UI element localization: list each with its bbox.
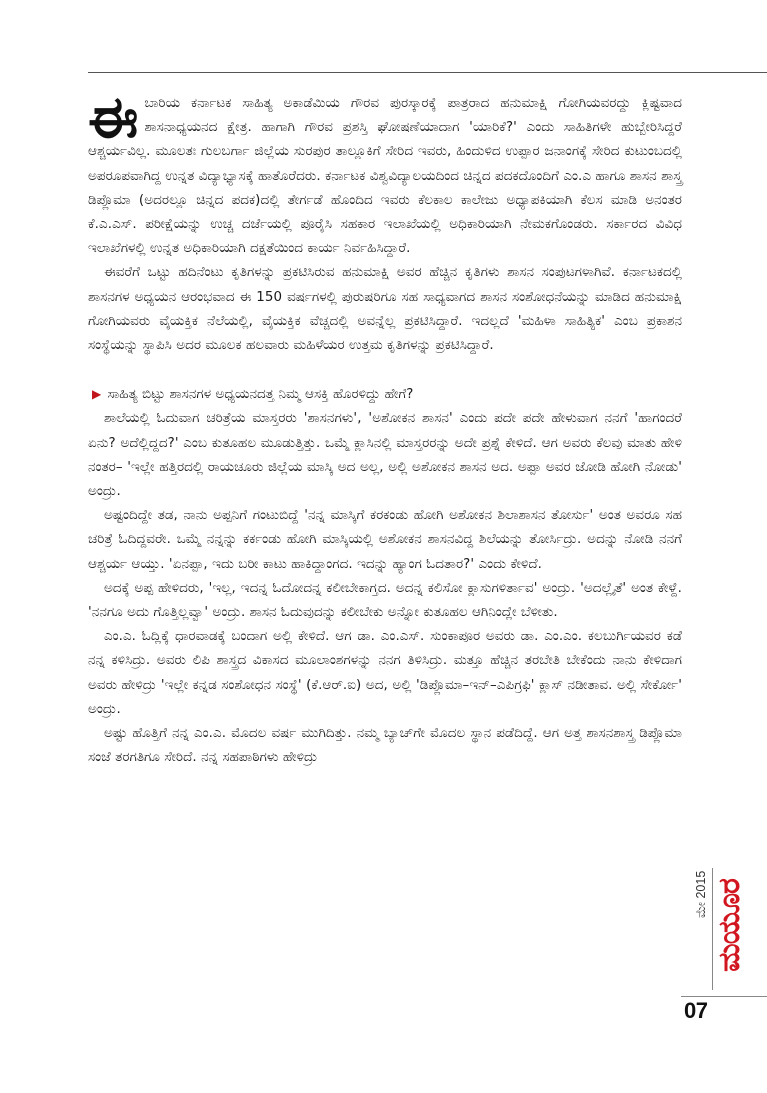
question-marker-icon: ▶ xyxy=(92,387,102,402)
answer-paragraph-5: ಅಷ್ಟು ಹೊತ್ತಿಗೆ ನನ್ನ ಎಂ.ಎ. ಮೊದಲ ವರ್ಷ ಮುಗಿದಿತ್ತು. ನಮ್ಮ ಬ್ಯಾಚ್‌ಗೇ ಮೊದಲ ಸ್ಥಾನ ಪಡೆದಿದ್ದೆ. ಆಗ ಅತ್ತ ಶಾಸನಶಾಸ್ತ್ರ ಡಿಪ್ಲೊಮಾ ಸಂಜೆ ತರಗತಿಗೂ ಸೇರಿದೆ. ನನ್ನ ಸಹಪಾಠಿಗಳು ಹೇಳಿದ್ರು xyxy=(88,726,682,766)
article-body xyxy=(88,83,682,770)
issue-date: ಮೇ 2015 xyxy=(694,870,708,918)
question-text: ಸಾಹಿತ್ಯ ಬಿಟ್ಟು ಶಾಸನಗಳ ಅಧ್ಯಯನದತ್ತ ನಿಮ್ಮ ಆಸಕ್ತಿ ಹೊರಳಿದ್ದು ಹೇಗೆ? xyxy=(107,387,414,403)
answer-paragraph-3: ಅದಕ್ಕೆ ಅಪ್ಪ ಹೇಳಿದರು, 'ಇಲ್ಲ, ಇದನ್ನ ಓದೋದನ್ನ ಕಲೀಬೇಕಾಗ್ತದ. ಅದನ್ನ ಕಲಿಸೋ ಕ್ಲಾಸುಗಳಿರ್ತಾವ' ಅಂದ್ರು. 'ಅದಲ್ಲೈತೆ' ಅಂತ ಕೇಳ್ದೆ. 'ನನಗೂ ಅದು ಗೊತ್ತಿಲ್ಲವ್ವಾ' ಅಂದ್ರು. ಶಾಸನ ಓದುವುದನ್ನು ಕಲೀಬೇಕು ಅನ್ನೋ ಕುತೂಹಲ ಆಗಿನಿಂದ್ಲೇ ಬೆಳೀತು. xyxy=(88,580,682,621)
drop-cap: ಈ xyxy=(88,83,139,151)
magazine-logo xyxy=(712,866,746,984)
magazine-name: ಮಯೂರ xyxy=(711,878,747,972)
paragraph-intro xyxy=(88,83,682,261)
interview-question xyxy=(88,382,682,407)
page-number-rule xyxy=(681,996,767,997)
page-number: 07 xyxy=(684,998,708,1023)
answer-paragraph-4: ಎಂ.ಎ. ಓದ್ಲಿಕ್ಕೆ ಧಾರವಾಡಕ್ಕೆ ಬಂದಾಗ ಅಲ್ಲಿ ಕೇಳಿದೆ. ಆಗ ಡಾ. ಎಂ.ಎಸ್. ಸುಂಕಾಪೂರ ಅವರು ಡಾ. ಎಂ.ಎಂ. ಕಲಬುರ್ಗಿಯವರ ಕಡೆ ನನ್ನ ಕಳಿಸಿದ್ರು. ಅವರು ಲಿಪಿ ಶಾಸ್ತ್ರದ ವಿಕಾಸದ ಮೂಲಾಂಶಗಳನ್ನು ನನಗ ತಿಳಿಸಿದ್ರು. ಮತ್ತೂ ಹೆಚ್ಚಿನ ತರಬೇತಿ ಬೇಕೆಂದು ನಾನು ಕೇಳಿದಾಗ ಅವರು ಹೇಳಿದ್ರು 'ಇಲ್ಲೇ ಕನ್ನಡ ಸಂಶೋಧನ ಸಂಸ್ಥೆ' (ಕೆ.ಆರ್.ಐ) ಅದ, ಅಲ್ಲಿ 'ಡಿಪ್ಲೊಮಾ–ಇನ್–ಎಪಿಗ್ರಫಿ' ಕ್ಲಾಸ್ ನಡೀತಾವ. ಅಲ್ಲಿ ಸೇರ್ಕೋ' ಅಂದ್ರು. xyxy=(88,629,682,717)
answer-paragraph-2: ಅಷ್ಟಂದಿದ್ದೇ ತಡ, ನಾನು ಅಪ್ಪನಿಗೆ ಗಂಟುಬಿದ್ದೆ 'ನನ್ನ ಮಾಸ್ಕಿಗೆ ಕರಕಂಡು ಹೋಗಿ ಅಶೋಕನ ಶಿಲಾಶಾಸನ ತೋರ್ಸು' ಅಂತ ಅವರೂ ಸಹ ಚರಿತ್ರೆ ಓದಿದ್ದವರೇ. ಒಮ್ಮೆ ನನ್ನನ್ನು ಕರ್ಕಂಡು ಹೋಗಿ ಮಾಸ್ಕಿಯಲ್ಲಿ ಅಶೋಕನ ಶಾಸನವಿದ್ದ ಶಿಲೆಯನ್ನು ತೋರ್ಸಿದ್ರು. ಅದನ್ನು ನೋಡಿ ನನಗೆ ಆಶ್ಚರ್ಯ ಆಯ್ತು. 'ಏನಪ್ಪಾ, ಇದು ಬರೀ ಕಾಟು ಹಾಕಿದ್ದಾಂಗದ. ಇದನ್ನು ಹ್ಯಾಂಗ ಓದತಾರ?' ಎಂದು ಕೇಳಿದೆ. xyxy=(88,508,682,572)
paragraph-works: ಈವರೆಗೆ ಒಟ್ಟು ಹದಿನೆಂಟು ಕೃತಿಗಳನ್ನು ಪ್ರಕಟಿಸಿರುವ ಹನುಮಾಕ್ಷಿ ಅವರ ಹೆಚ್ಚಿನ ಕೃತಿಗಳು ಶಾಸನ ಸಂಪುಟಗಳಾಗಿವೆ. ಕರ್ನಾಟಕದಲ್ಲಿ ಶಾಸನಗಳ ಅಧ್ಯಯನ ಆರಂಭವಾದ ಈ 150 ವರ್ಷಗಳಲ್ಲಿ ಪುರುಷರಿಗೂ ಸಹ ಸಾಧ್ಯವಾಗದ ಶಾಸನ ಸಂಶೋಧನೆಯನ್ನು ಮಾಡಿದ ಹನುಮಾಕ್ಷಿ ಗೋಗಿಯವರು ವೈಯಕ್ತಿಕ ನೆಲೆಯಲ್ಲಿ, ವೈಯಕ್ತಿಕ ವೆಚ್ಚದಲ್ಲಿ ಅವನ್ನೆಲ್ಲ ಪ್ರಕಟಿಸಿದ್ದಾರೆ. ಇದಲ್ಲದೆ 'ಮಹಿಳಾ ಸಾಹಿತ್ಯಿಕ' ಎಂಬ ಪ್ರಕಾಶನ ಸಂಸ್ಥೆಯನ್ನು ಸ್ಥಾಪಿಸಿ ಅದರ ಮೂಲಕ ಹಲವಾರು ಮಹಿಳೆಯರ ಉತ್ತಮ ಕೃತಿಗಳನ್ನು ಪ್ರಕಟಿಸಿದ್ದಾರೆ. xyxy=(88,265,682,354)
answer-paragraph-1: ಶಾಲೆಯಲ್ಲಿ ಓದುವಾಗ ಚರಿತ್ರೆಯ ಮಾಸ್ತರರು 'ಶಾಸನಗಳು', 'ಅಶೋಕನ ಶಾಸನ' ಎಂದು ಪದೇ ಪದೇ ಹೇಳುವಾಗ ನನಗೆ 'ಹಾಗಂದರೆ ಏನು? ಅದೆಲ್ಲಿದ್ದದ?' ಎಂಬ ಕುತೂಹಲ ಮೂಡುತ್ತಿತ್ತು. ಒಮ್ಮೆ ಕ್ಲಾಸಿನಲ್ಲಿ ಮಾಸ್ತರರನ್ನು ಅದೇ ಪ್ರಶ್ನೆ ಕೇಳಿದೆ. ಆಗ ಅವರು ಕೆಲವು ಮಾತು ಹೇಳಿ ನಂತರ– 'ಇಲ್ಲೇ ಹತ್ತಿರದಲ್ಲಿ ರಾಯಚೂರು ಜಿಲ್ಲೆಯ ಮಾಸ್ಕಿ ಅದ ಅಲ್ಲ, ಅಲ್ಲಿ ಅಶೋಕನ ಶಾಸನ ಅದ. ಅಪ್ಪಾ ಅವರ ಜೋಡಿ ಹೋಗಿ ನೋಡು' ಅಂದ್ರು. xyxy=(88,411,682,500)
paragraph-intro-text: ಬಾರಿಯ ಕರ್ನಾಟಕ ಸಾಹಿತ್ಯ ಅಕಾಡೆಮಿಯ ಗೌರವ ಪುರಸ್ಕಾರಕ್ಕೆ ಪಾತ್ರರಾದ ಹನುಮಾಕ್ಷಿ ಗೋಗಿಯವರದ್ದು ಕ್ಲಿಷ್ಟವಾದ ಶಾಸನಾಧ್ಯಯನದ ಕ್ಷೇತ್ರ. ಹಾಗಾಗಿ ಗೌರವ ಪ್ರಶಸ್ತಿ ಘೋಷಣೆಯಾದಾಗ 'ಯಾರಿಕೆ?' ಎಂದು ಸಾಹಿತಿಗಳೇ ಹುಬ್ಬೇರಿಸಿದ್ದರೆ ಆಶ್ಚರ್ಯವಿಲ್ಲ. ಮೂಲತಃ ಗುಲಬರ್ಗಾ ಜಿಲ್ಲೆಯ ಸುರಪುರ ತಾಲ್ಲೂಕಿಗೆ ಸೇರಿದ ಇವರು, ಹಿಂದುಳಿದ ಉಪ್ಪಾರ ಜನಾಂಗಕ್ಕೆ ಸೇರಿದ ಕುಟುಂಬದಲ್ಲಿ ಅಪರೂಪವಾಗಿದ್ದ ಉನ್ನತ ವಿದ್ಯಾಭ್ಯಾಸಕ್ಕೆ ಹಾತೊರೆದರು. ಕರ್ನಾಟಕ ವಿಶ್ವವಿದ್ಯಾಲಯದಿಂದ ಚಿನ್ನದ ಪದಕದೊಂದಿಗೆ ಎಂ.ಎ ಹಾಗೂ ಶಾಸನ ಶಾಸ್ತ್ರ ಡಿಪ್ಲೊಮಾ (ಅದರಲ್ಲೂ ಚಿನ್ನದ ಪದಕ)ದಲ್ಲಿ ತೇರ್ಗಡೆ ಹೊಂದಿದ ಇವರು ಕೆಲಕಾಲ ಕಾಲೇಜು ಅಧ್ಯಾಪಕಿಯಾಗಿ ಕೆಲಸ ಮಾಡಿ ಅನಂತರ ಕೆ.ಎ.ಎಸ್. ಪರೀಕ್ಷೆಯನ್ನು ಉಚ್ಚ ದರ್ಜೆಯಲ್ಲಿ ಪೂರೈಸಿ ಸಹಕಾರ ಇಲಾಖೆಯಲ್ಲಿ ಅಧಿಕಾರಿಯಾಗಿ ನೇಮಕಗೊಂಡರು. ಸರ್ಕಾರದ ವಿವಿಧ ಇಲಾಖೆಗಳಲ್ಲಿ ಉನ್ನತ ಅಧಿಕಾರಿಯಾಗಿ ದಕ್ಷತೆಯಿಂದ ಕಾರ್ಯ ನಿರ್ವಹಿಸಿದ್ದಾರೆ. xyxy=(88,96,682,257)
section-gap xyxy=(88,358,682,382)
top-rule xyxy=(88,72,767,73)
